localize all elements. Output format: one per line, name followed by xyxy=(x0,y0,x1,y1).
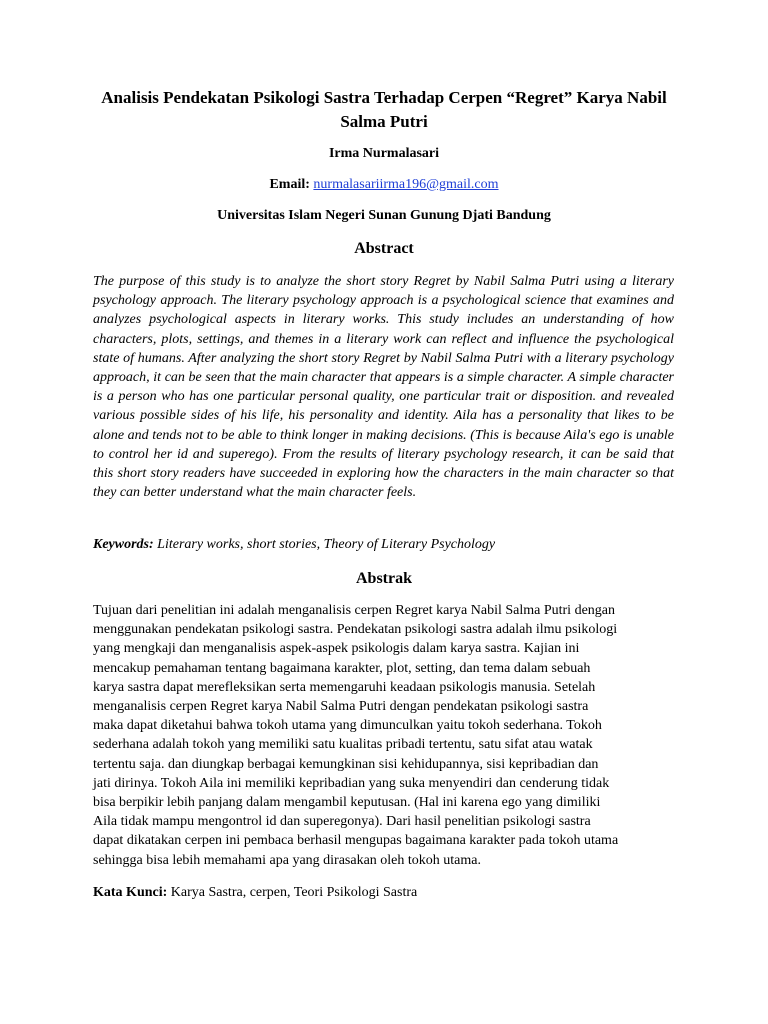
kata-kunci-text: Karya Sastra, cerpen, Teori Psikologi Sastra xyxy=(170,885,418,900)
abstrak-line: Tujuan dari penelitian ini adalah menganalisis cerpen Regret karya Nabil Salma Putri dengan xyxy=(93,603,615,618)
abstrak-line: bisa berpikir lebih panjang dalam mengambil keputusan. (Hal ini karena ego yang dimiliki xyxy=(93,795,601,811)
keywords-text: Literary works, short stories, Theory of Literary Psychology xyxy=(157,537,496,552)
abstrak-line: sehingga bisa lebih memahami apa yang dirasakan oleh tokoh utama. xyxy=(93,852,481,868)
abstrak-line: dapat dikatakan cerpen ini pembaca berhasil mengupas bagaimana karakter pada tokoh utama xyxy=(93,833,619,849)
abstrak-line: menganalisis cerpen Regret karya Nabil Salma Putri dengan pendekatan psikologi sastra xyxy=(93,699,589,715)
abstrak-body xyxy=(93,601,674,870)
email-link[interactable]: nurmalasariirma196@gmail.com xyxy=(313,177,499,192)
abstrak-line: Aila tidak mampu mengontrol id dan superegonya). Dari hasil penelitian psikologi sastra xyxy=(93,814,591,830)
abstract-body: The purpose of this study is to analyze the short story Regret by Nabil Salma Putri using a literary psychology approach. The literary psychology approach is a psychological science that examines and analyzes psychological aspects in literary works. This study includes an understanding of how characters, plots, settings, and themes in a literary work can reflect and influence the psychological state of humans. After analyzing the short story Regret by Nabil Salma Putri with a literary psychology approach, it can be seen that the main character that appears is a simple character. A simple character is a person who has one particular personal quality, one particular trait or disposition. and revealed various possible sides of his life, his personality and identity. Aila has a personality that likes to be alone and tends not to be able to think longer in making decisions. (This is because Aila's ego is unable to control her id and superego). From the results of literary psychology research, it can be said that this short story readers have succeeded in exploring how the characters in the main character so that they can better understand what the main character feels. xyxy=(93,274,674,501)
email-label: Email: xyxy=(269,177,310,192)
author-name: Irma Nurmalasari xyxy=(328,146,440,161)
abstract-heading: Abstract xyxy=(354,240,414,257)
keywords-line xyxy=(93,535,674,554)
kata-kunci-line xyxy=(93,883,674,902)
abstrak-line: tertentu saja. dan diungkap berbagai kemungkinan sisi kehidupannya, sisi kepribadian dan xyxy=(93,756,599,772)
abstrak-line: yang mengkaji dan menganalisis aspek-aspek psikologis dalam karya sastra. Kajian ini xyxy=(93,641,580,657)
affiliation: Universitas Islam Negeri Sunan Gunung Djati Bandung xyxy=(217,208,551,223)
paper-title: Analisis Pendekatan Psikologi Sastra Terhadap Cerpen “Regret” Karya Nabil Salma Putri xyxy=(101,88,667,131)
abstrak-heading: Abstrak xyxy=(355,570,412,587)
abstrak-line: mencakup pemahaman tentang bagaimana karakter, plot, setting, dan tema dalam sebuah xyxy=(93,660,591,676)
abstrak-line: sederhana adalah tokoh yang memiliki satu kualitas pribadi tertentu, satu sifat atau watak xyxy=(93,737,593,753)
abstrak-line: maka dapat diketahui bahwa tokoh utama yang dimunculkan yaitu tokoh sederhana. Tokoh xyxy=(93,718,602,734)
email-line xyxy=(96,175,672,195)
abstrak-line: jati dirinya. Tokoh Aila ini memiliki kepribadian yang suka menyendiri dan cenderung tidak xyxy=(93,775,610,791)
kata-kunci-label: Kata Kunci: xyxy=(93,885,168,900)
abstrak-line: menggunakan pendekatan psikologi sastra. Pendekatan psikologi sastra adalah ilmu psikologi xyxy=(93,622,618,638)
keywords-label: Keywords: xyxy=(93,537,154,552)
abstrak-line: karya sastra dapat merefleksikan serta memengaruhi keadaan psikologis manusia. Setelah xyxy=(93,679,596,695)
